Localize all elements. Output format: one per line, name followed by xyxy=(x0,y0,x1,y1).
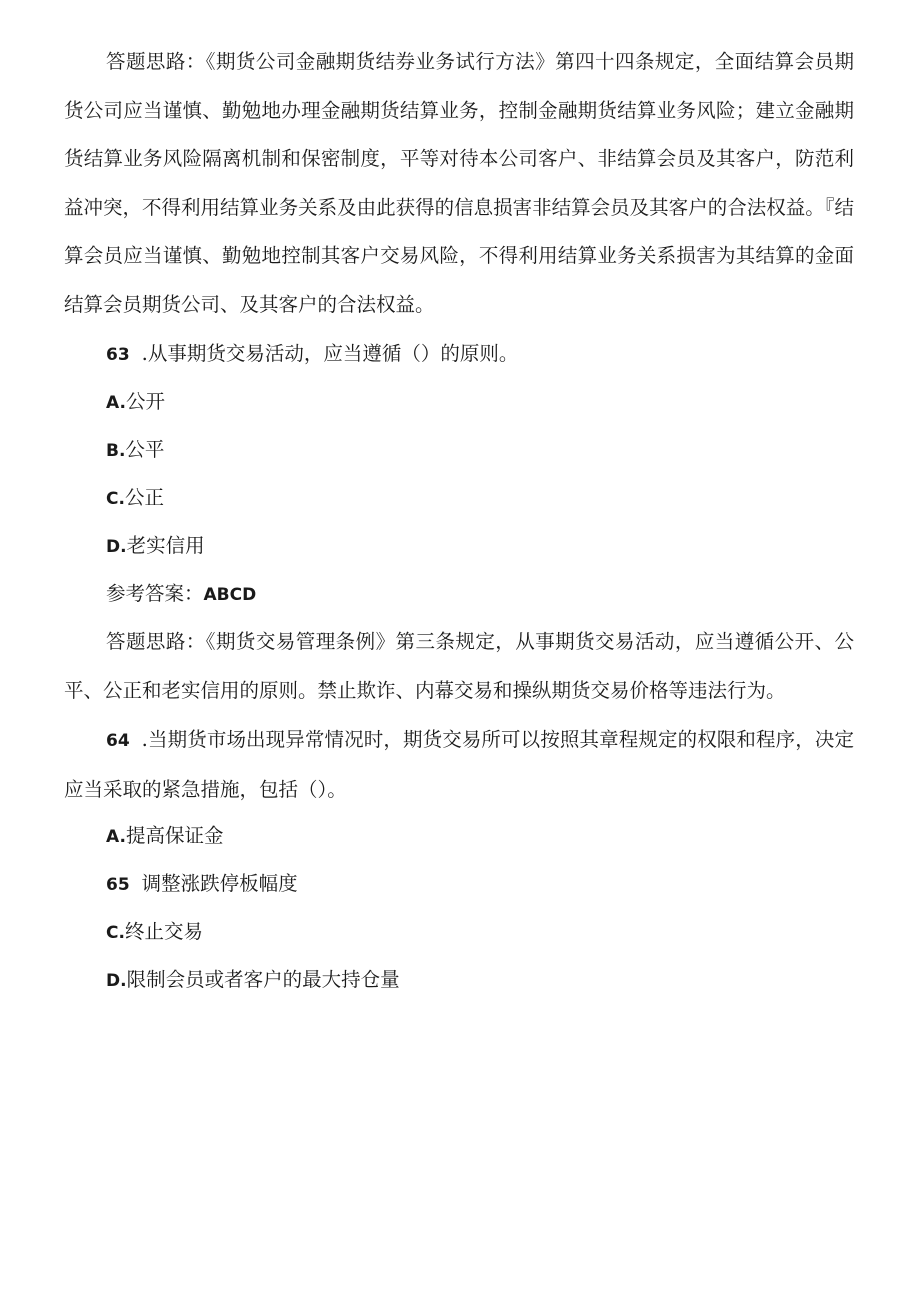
explanation-paragraph-62: 答题思路：《期货公司金融期货结券业务试行方法》第四十四条规定，全面结算会员期货公司应当谨慎、勤勉地办理金融期货结算业务，控制金融期货结算业务风险；建立金融期货结算业务风险隔离机制和保密制度，平等对待本公司客户、非结算会员及其客户，防范利益冲突，不得利用结算业务关系及由此获得的信息损害非结算会员及其客户的合法权益。『结算会员应当谨慎、勤勉地控制其客户交易风险，不得利用结算业务关系损害为其结算的金面结算会员期货公司、及其客户的合法权益。 xyxy=(64,50,854,316)
option-text: 老实信用 xyxy=(126,534,205,557)
option-letter: 65 xyxy=(106,875,130,895)
option-d xyxy=(106,956,400,1006)
question-text: .当期货市场出现异常情况时，期货交易所可以按照其章程规定的权限和程序，决定应当采取的紧急措施，包括（）。 xyxy=(64,728,854,801)
option-text: 限制会员或者客户的最大持仓量 xyxy=(126,968,400,991)
option-c xyxy=(106,474,164,524)
option-a xyxy=(106,812,223,862)
option-letter: A. xyxy=(106,827,126,847)
option-letter: B. xyxy=(106,441,126,461)
option-b xyxy=(106,426,164,476)
question-number: 63 xyxy=(106,345,130,365)
question-63 xyxy=(64,330,854,380)
option-letter: D. xyxy=(106,971,127,991)
option-text: 提高保证金 xyxy=(125,824,224,847)
option-letter: D. xyxy=(106,537,127,557)
option-a xyxy=(106,378,165,428)
option-text: 公正 xyxy=(124,486,164,509)
answer-value: ABCD xyxy=(203,585,257,605)
question-number: 64 xyxy=(106,731,130,751)
option-letter: C. xyxy=(106,923,125,943)
option-d xyxy=(106,522,205,572)
option-letter: C. xyxy=(106,489,125,509)
answer-label: 参考答案： xyxy=(106,582,204,605)
explanation-paragraph-63: 答题思路：《期货交易管理条例》第三条规定，从事期货交易活动，应当遵循公开、公平、公正和老实信用的原则。禁止欺诈、内幕交易和操纵期货交易价格等违法行为。 xyxy=(64,630,854,702)
question-64 xyxy=(64,716,854,814)
option-text: 终止交易 xyxy=(124,920,203,943)
option-c xyxy=(106,908,203,958)
option-letter: A. xyxy=(106,393,126,413)
option-b xyxy=(106,860,298,910)
option-text: 调整涨跌停板幅度 xyxy=(141,872,298,895)
option-text: 公平 xyxy=(125,438,165,461)
question-text: .从事期货交易活动，应当遵循（）的原则。 xyxy=(141,342,519,365)
option-text: 公开 xyxy=(125,390,165,413)
reference-answer xyxy=(106,570,256,620)
